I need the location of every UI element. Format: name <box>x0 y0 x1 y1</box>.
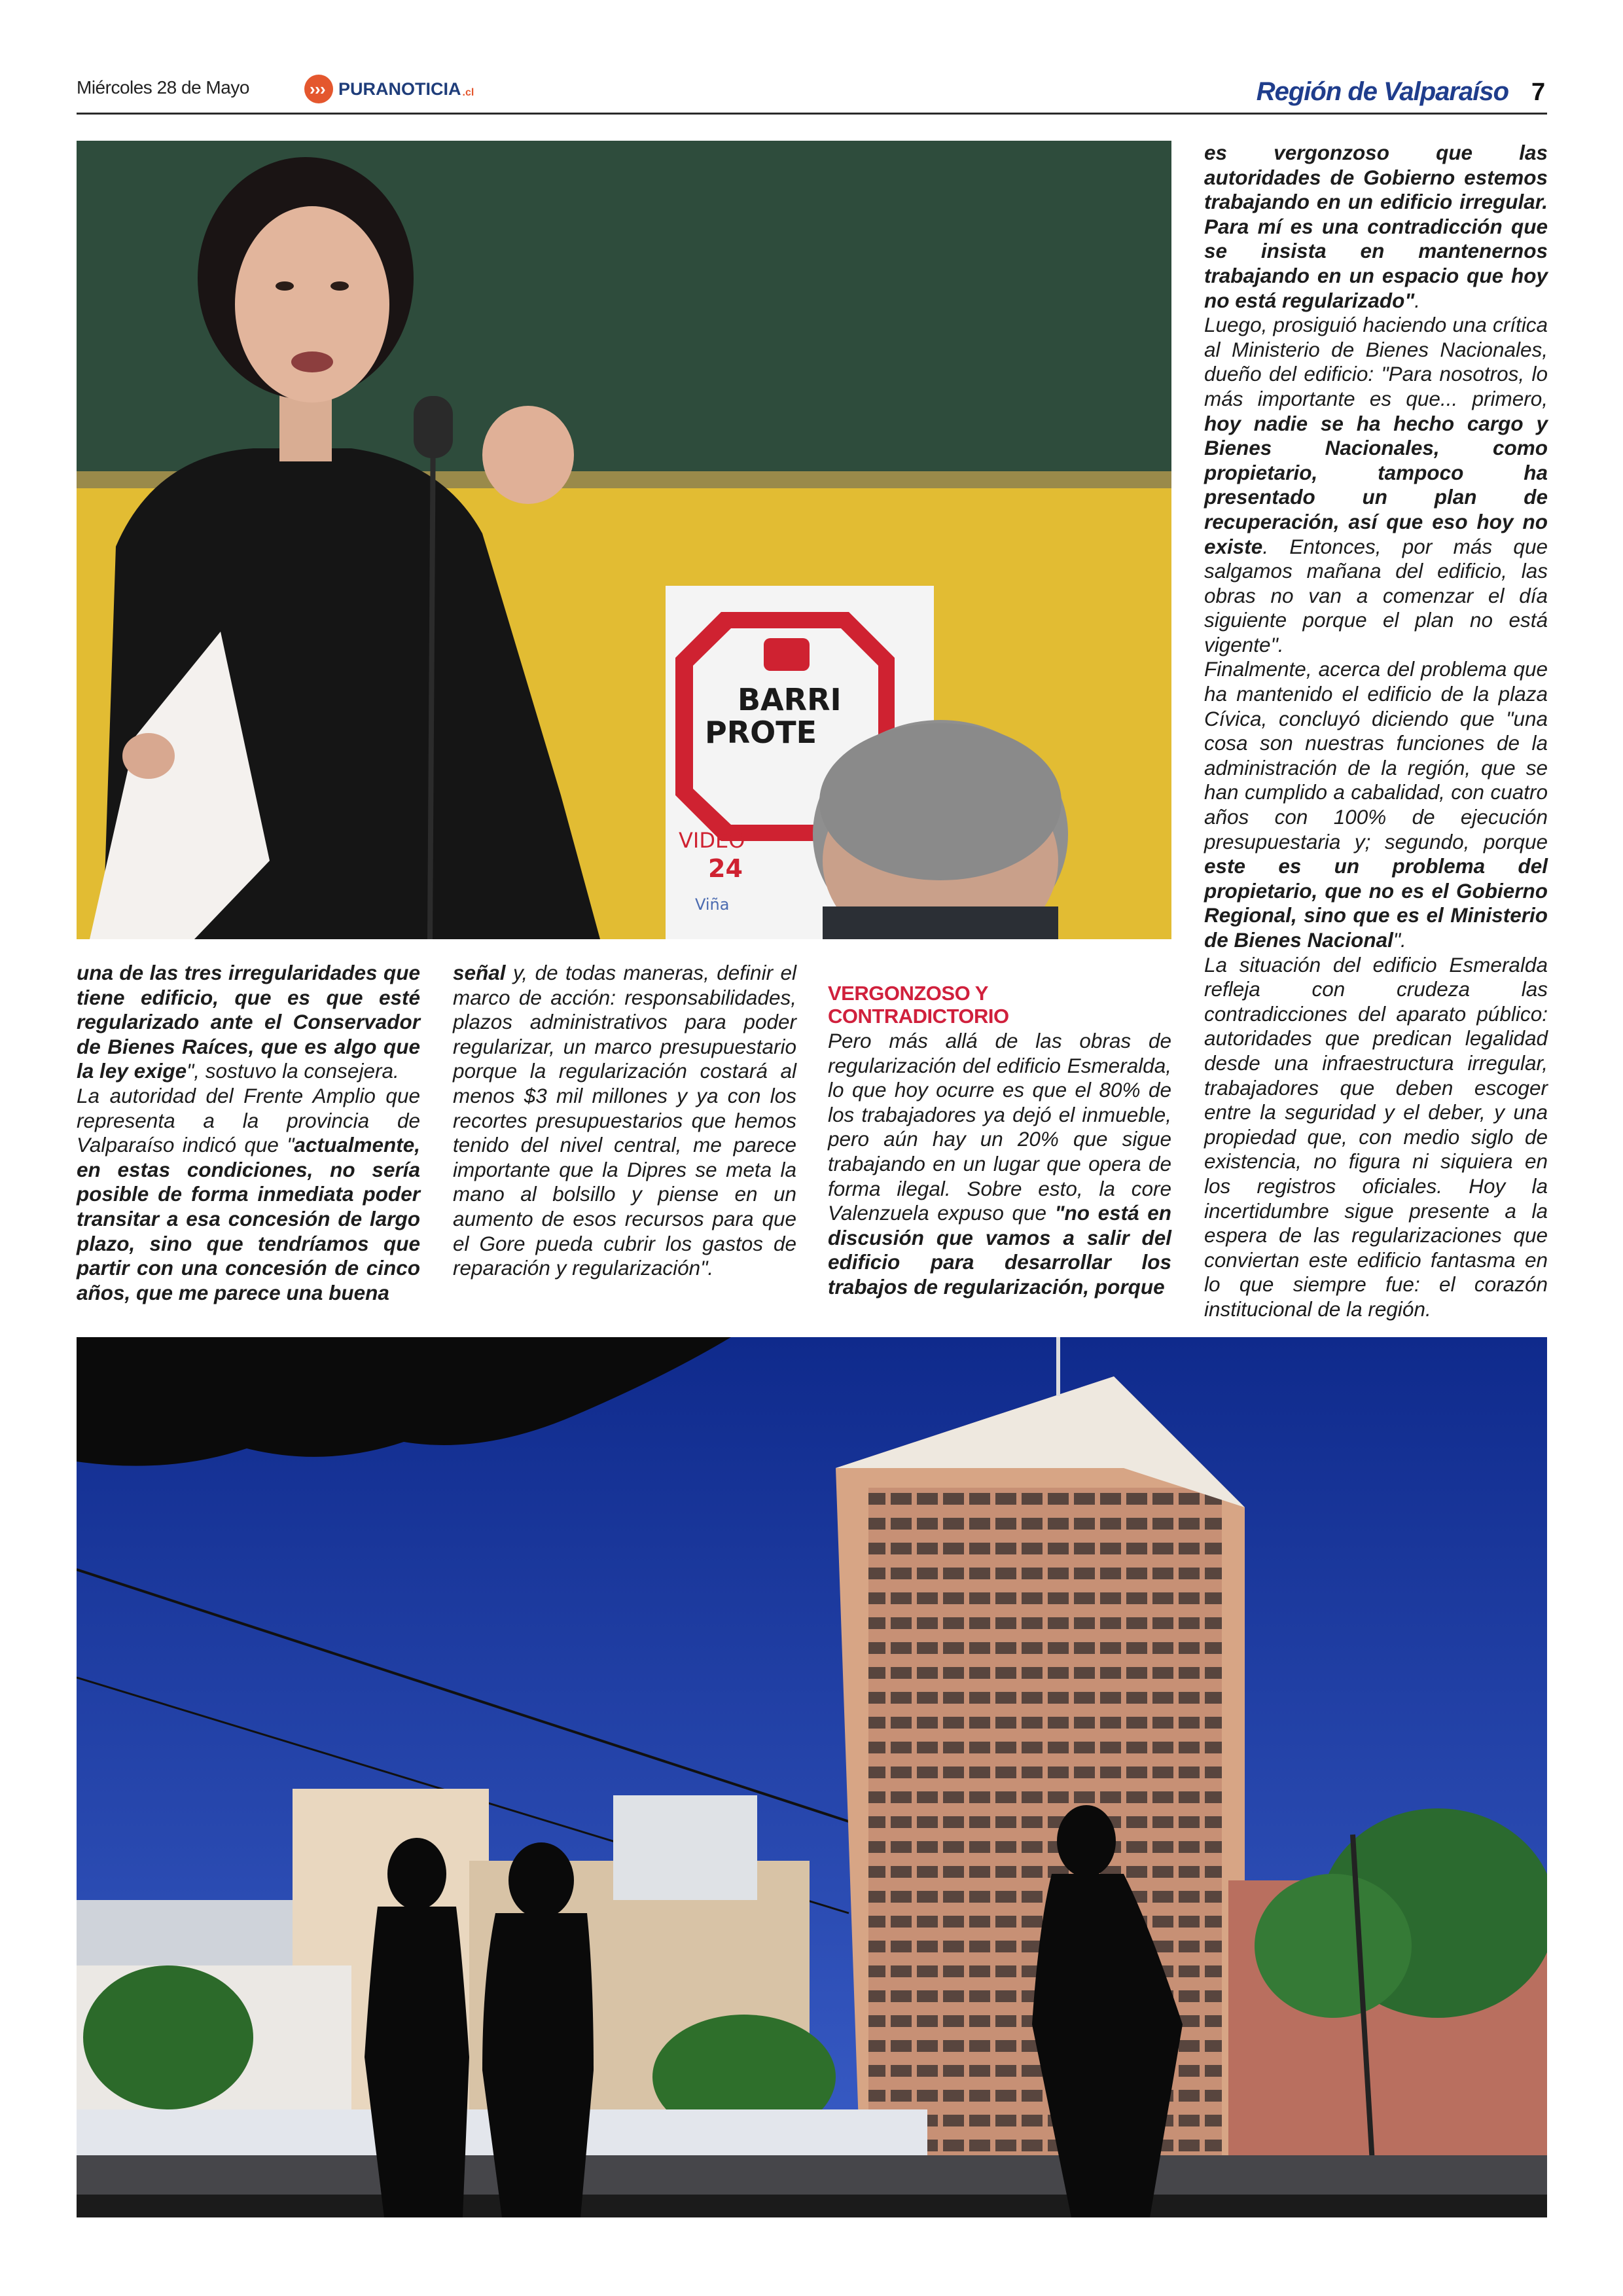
header-divider <box>77 113 1547 115</box>
text-run: y, de todas maneras, definir el marco de acción: responsabilidades, plazos administrativos para poder regularizar, un marco presupuestario porque la regularización costará al menos $3 mil millones y ya con los recortes presupuestarios que hemos tenido del nivel central, me parece importante que la Dipres se meta la mano al bolsillo y piense en un aumento de esos recursos para que el Gore pueda cubrir los gastos de reparación y regularización". <box>453 961 796 1280</box>
article-column-1 <box>77 961 420 1305</box>
photo-councilwoman-speaking <box>77 141 1171 939</box>
text-run: este es un problema del propietario, que no es el Gobierno Regional, sino que es el Ministerio de Bienes Nacional <box>1204 854 1548 952</box>
sign-text-24: 24 <box>708 854 743 883</box>
text-run: Finalmente, acerca del problema que ha mantenido el edificio de la plaza Cívica, concluyó diciendo que "una cosa son nuestras funciones de la administración de la región, que se han cumplido a cabalidad, con cuatro años con 100% de ejecución presupuestaria y; segundo, porque <box>1204 657 1548 853</box>
text-run: . <box>1414 288 1421 312</box>
text-run: Luego, prosiguió haciendo una crítica al Ministerio de Bienes Nacionales, dueño del edificio: "Para nosotros, lo más importante es que... primero, <box>1204 313 1548 410</box>
text-run: "no está en discusión que vamos a salir del edificio para desarrollar los trabajos de regularización, porque <box>828 1201 1171 1299</box>
subheading: VERGONZOSO Y CONTRADICTORIO <box>828 982 1009 1028</box>
text-run: La situación del edificio Esmeralda refleja con crudeza las contradicciones del aparato público: autoridades que predican legalidad desde una infraestructura irregular, trabajadores que deben escoger entre la seguridad y el deber, y una propiedad que, con medio siglo de existencia, no figura ni siquiera en los registros oficiales. Hoy la incertidumbre sigue presente a la espera de las regularizaciones que conviertan este edificio fantasma en lo que siempre fue: el corazón institucional de la región. <box>1204 952 1548 1321</box>
sign-text-barrio: BARRI <box>738 682 842 717</box>
logo-suffix: .cl <box>462 87 474 98</box>
text-run: actualmente, en estas condiciones, no sería posible de forma inmediata poder transitar a esa concesión de largo plazo, sino que tendríamos que partir con una concesión de cinco años, que me parece una buena <box>77 1133 420 1304</box>
text-run: hoy nadie se ha hecho cargo y Bienes Nacionales, como propietario, tampoco ha presentado un plan de recuperación, así que eso hoy no existe <box>1204 411 1548 558</box>
text-run: La autoridad del Frente Amplio que representa a la provincia de Valparaíso indicó que " <box>77 1083 420 1157</box>
photo-edificio-esmeralda <box>77 1337 1547 2217</box>
text-run: ". <box>1393 928 1406 952</box>
text-run: es vergonzoso que las autoridades de Gobierno estemos trabajando en un edificio irregular. Para mí es una contradicción que se insista en mantenernos trabajando en un espacio que hoy no está regularizado" <box>1204 141 1548 312</box>
sign-text-protegido: PROTE <box>705 715 817 750</box>
article-column-3 <box>828 961 1171 1300</box>
puranoticia-logo <box>304 75 474 103</box>
logo-text: PURANOTICIA <box>338 79 461 99</box>
page-number: 7 <box>1531 79 1546 106</box>
text-run: señal <box>453 961 506 984</box>
sign-text-video: VIDEO <box>679 828 745 853</box>
issue-date: Miércoles 28 de Mayo <box>77 77 249 98</box>
section-title: Región de Valparaíso <box>1256 77 1508 106</box>
text-run: . Entonces, por más que salgamos mañana del edificio, las obras no van a comenzar el día siguiente porque el plan no está vigente". <box>1204 534 1548 656</box>
text-run: Pero más allá de las obras de regularización del edificio Esmeralda, lo que hoy ocurre es que el 80% de los trabajadores ya dejó el inmueble, pero aún hay un 20% que sigue trabajando en un lugar que opera de forma ilegal. Sobre esto, la core Valenzuela expuso que <box>828 1029 1171 1225</box>
text-run: una de las tres irregularidades que tiene edificio, que es que esté regularizado ante el Conservador de Bienes Raíces, que es algo que la ley exige <box>77 961 420 1083</box>
article-column-2 <box>453 961 796 1281</box>
sign-text-vina: Viña <box>695 895 730 914</box>
text-run: ", sostuvo la consejera. <box>187 1059 399 1083</box>
logo-arrows-icon: › › › <box>304 75 333 103</box>
article-column-4 <box>1204 141 1548 1322</box>
